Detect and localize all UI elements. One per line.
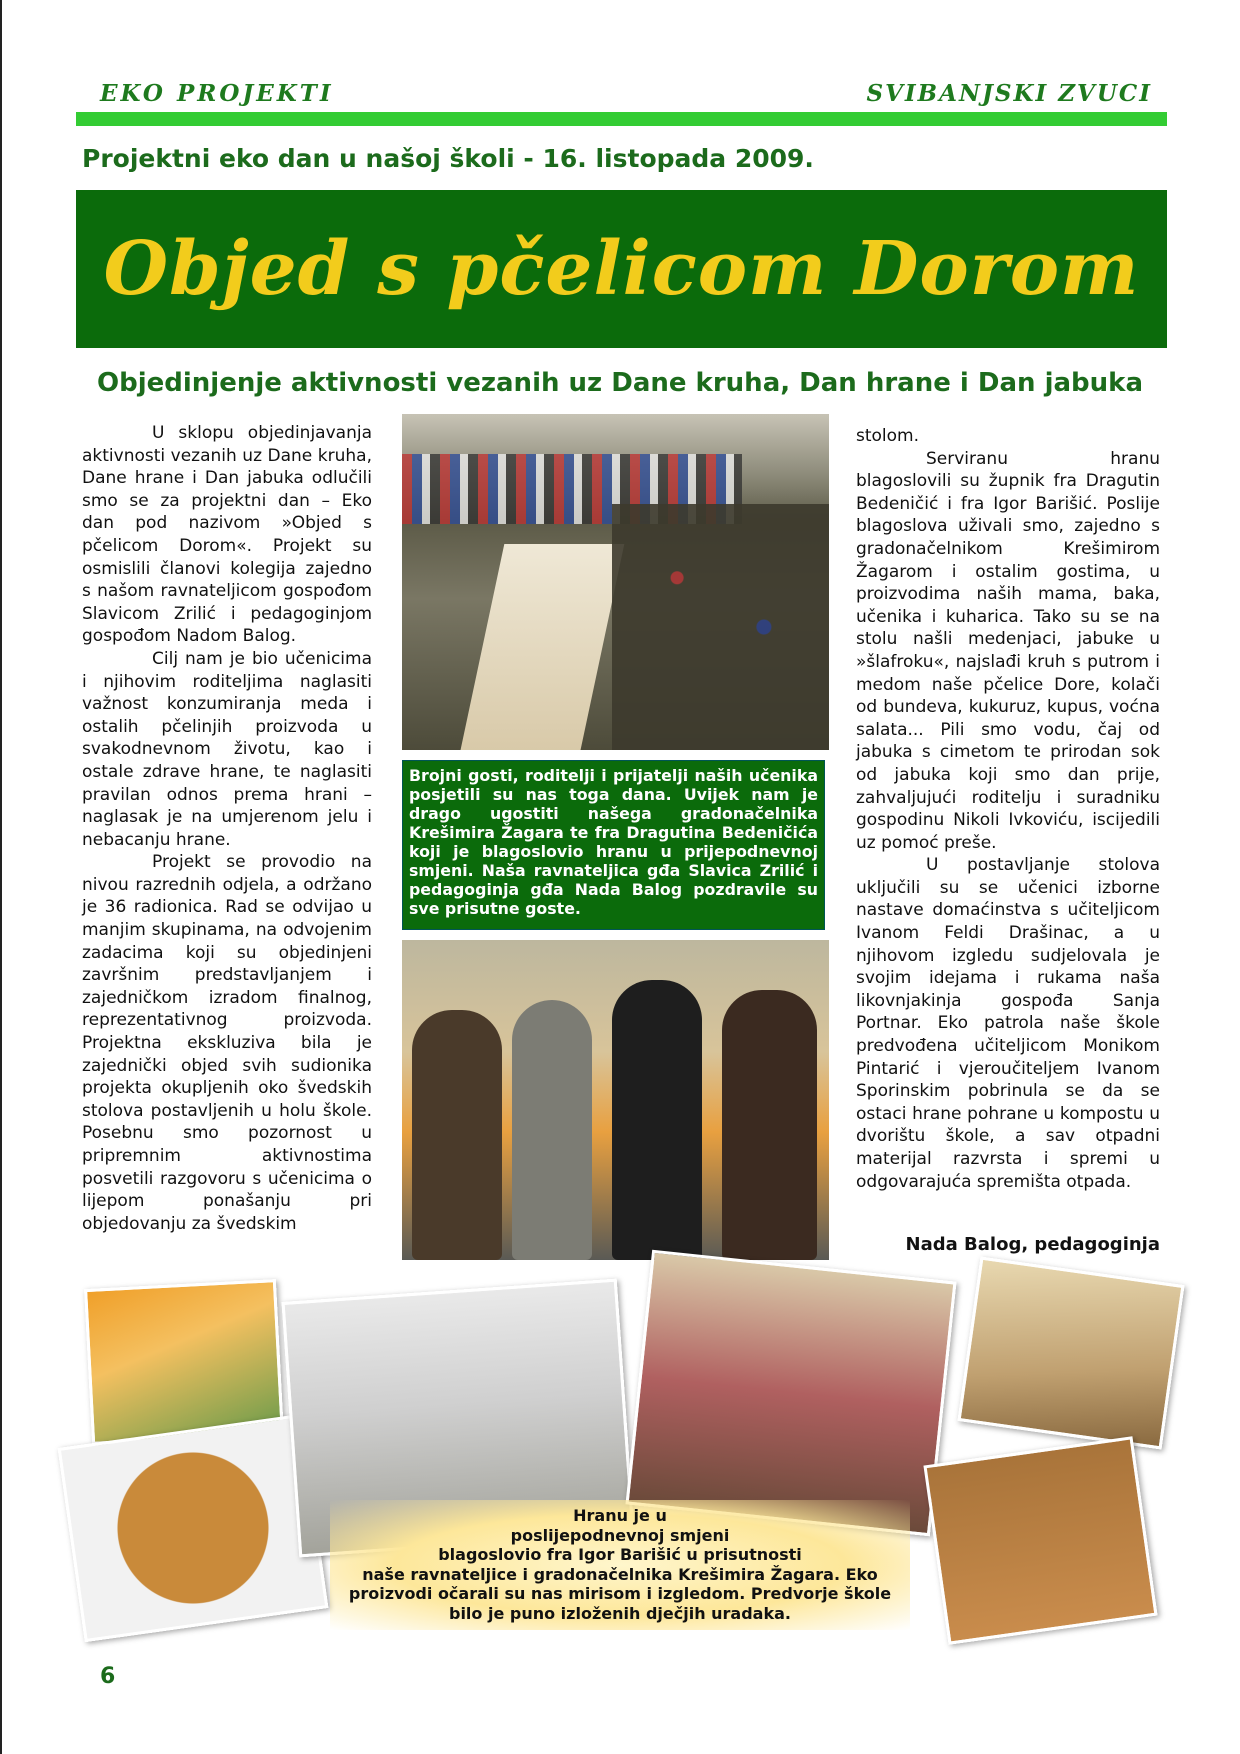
section-header: EKO PROJEKTI [100, 80, 334, 107]
collage-photo-students-buffet [625, 1250, 956, 1537]
photo-caption: Brojni gosti, roditelji i prijatelji naših učenika posjetili su nas toga dana. Uvijek nam je drago ugostiti našega gradonačelnika Krešimira Žagara te fra Dragutina Bedeničića koji je blagoslovio hranu u prijepodnevnoj smjeni. Naša ravnateljica gđa Slavica Zrilić i pedagoginja gđa Nada Balog pozdravile su sve prisutne goste. [402, 760, 825, 930]
right-text-column [856, 425, 1160, 1193]
article-title: Objed s pčelicom Dorom [103, 226, 1140, 312]
collage-caption [330, 1500, 910, 1630]
header-rule [76, 112, 1167, 126]
paragraph: U postavljanje stolova uključili su se učenici izborne nastave domaćinstva s učiteljicom Ivanom Feldi Drašinac, a u njihovom izgledu sudjelovala je svojim idejama i rukama naša likovnjakinja gospođa Sanja Portnar. Eko patrola naše škole predvođena učiteljicom Monikom Pintarić i vjeroučiteljem Ivanom Sporinskim pobrinula se da se ostaci hrane pohrane u kompostu u dvorištu škole, a sav otpadni materijal razvrsta i spremi u odgovarajuća spremišta otpada. [856, 855, 1160, 1192]
caption-line: proizvodi očarali su nas mirisom i izgledom. Predvorje škole [348, 1584, 892, 1604]
paragraph: Cilj nam je bio učenicima i njihovim roditeljima naglasiti važnost konzumiranja meda i ostalih pčelinjih proizvoda u svakodnevnom životu, kao i ostale zdrave hrane, te naglasiti pravilan odnos prema hrani – naglasak je na umjerenom jelu i nebacanju hrane. [82, 648, 372, 850]
person [722, 990, 817, 1260]
page-number: 6 [100, 1664, 116, 1689]
person [412, 1010, 502, 1260]
photo-buffet-table [460, 544, 625, 750]
caption-line: naše ravnateljice i gradonačelnika Krešimira Žagara. Eko [362, 1564, 878, 1584]
caption-line: Hranu je u [573, 1506, 667, 1525]
paragraph: U sklopu objedinjavanja aktivnosti vezanih uz Dane kruha, Dane hrane i Dan jabuka odlučili smo se za projektni dan – Eko dan pod nazivom »Objed s pčelicom Dorom«. Projekt su osmislili članovi kolegija zajedno s našom ravnateljicom gospođom Slavicom Zrilić i pedagoginjom gospođom Nadom Balog. [82, 423, 372, 647]
collage-photo-eko-bread [58, 1414, 329, 1642]
title-banner [76, 190, 1167, 348]
article-subtitle: Objedinjenje aktivnosti vezanih uz Dane kruha, Dan hrane i Dan jabuka [96, 368, 1143, 398]
collage-photo-project-board [923, 1436, 1157, 1645]
photo-crowd [612, 504, 829, 750]
caption-line: bilo je puno izloženih dječjih uradaka. [448, 1603, 791, 1623]
article-kicker: Projektni eko dan u našoj školi - 16. listopada 2009. [82, 144, 814, 173]
person [612, 980, 702, 1260]
paragraph: Serviranu hranu blagoslovili su župnik fra Dragutin Bedeničić i fra Igor Barišić. Poslije blagoslova uživali smo, zajedno s gradonačelnikom Krešimirom Žagarom i ostalim gostima, u proizvodima naših mama, baka, učenika i kuharica. Tako su se na stolu našli medenjaci, jabuke u »šlafroku«, najslađi kruh s putrom i medom naše pčelice Dore, kolači od bundeva, kukuruz, kupus, voćna salata... Pili smo vodu, čaj od jabuka s cimetom te prirodan sok od jabuka koji smo dan prije, zahvaljujući roditelju i suradniku gospodinu Nikoli Ivkoviću, iscijedili uz pomoć preše. [856, 448, 1160, 853]
person [512, 1000, 592, 1260]
photo-guests [402, 940, 829, 1260]
paragraph: stolom. [856, 426, 920, 446]
caption-line: blagoslovio fra Igor Barišić u prisutnosti [438, 1545, 802, 1565]
photo-buffet-hall [402, 414, 829, 750]
left-text-column [82, 422, 372, 1235]
author-signature: Nada Balog, pedagoginja [905, 1234, 1160, 1255]
caption-line: poslijepodnevnoj smjeni [510, 1525, 730, 1545]
paragraph: Projekt se provodio na nivou razrednih odjela, a održano je 36 radionica. Rad se odvijao u manjim skupinama, na odvojenim zadacima koji su objedinjeni završnim predstavljanjem i zajedničkom izradom finalnog, reprezentativnog proizvoda. Projektna ekskluziva bila je zajednički objed svih sudionika projekta okupljenih oko švedskih stolova postavljenih u holu škole. Posebnu smo pozornost u pripremnim aktivnostima posvetili razgovoru s učenicima o lijepom ponašanju pri objedovanju za švedskim [82, 852, 372, 1234]
page-frame-left [0, 0, 2, 1754]
collage-photo-classroom [957, 1256, 1184, 1449]
magazine-header: SVIBANJSKI ZVUCI [866, 80, 1152, 107]
